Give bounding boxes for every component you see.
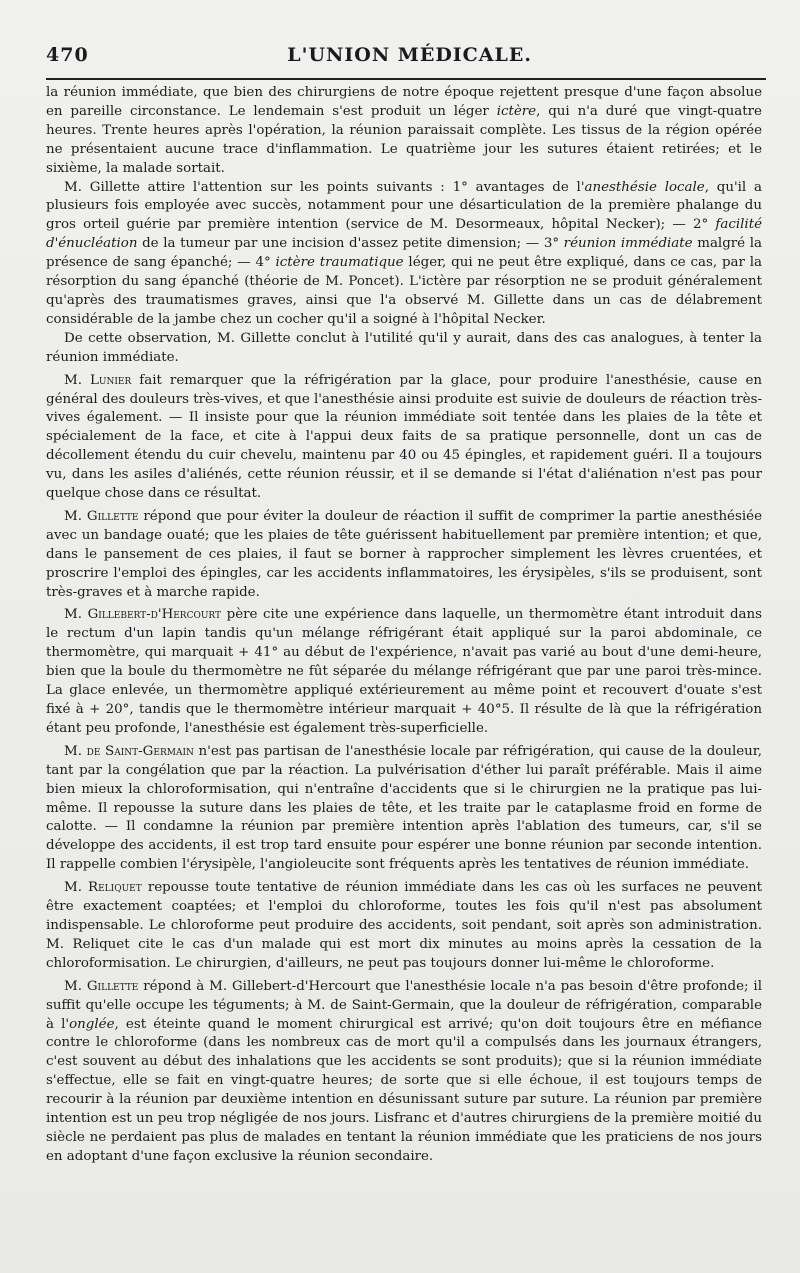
text-run: répond que pour éviter la douleur de réaction il suffit de comprimer la partie anesthésiée avec un bandage ouaté; que les plaies de tête guérissent habituellement par première intention; et que, dans le pansement de ces plaies, il faut se borner à rapprocher simplement les lèvres cruentées, et proscrire l'emploi des épingles, car les accidents inflammatoires, les érysipèles, s'ils se produisent, sont très-graves et à marche rapide. xyxy=(46,508,762,600)
paragraph xyxy=(46,330,762,368)
italic-term: ictère xyxy=(496,103,537,119)
paragraph: M. Lunier fait remarquer que la réfrigération par la glace, pour produire l'anesthésie, cause en général des douleurs très-vives, et que l'anesthésie ainsi produite est suivie de douleurs de réaction très-vives également. — Il insiste pour que la réunion immédiate soit tentée dans les plaies de la tête et spécialement de la face, et cite à l'appui deux faits de sa pratique personnelle, dont un cas de décollement étendu du cuir chevelu, maintenu par 40 ou 45 épingles, et rapidement guéri. Il a toujours vu, dans les asiles d'aliénés, cette réunion réussir, et il se demande si l'état d'aliénation n'est pas pour quelque chose dans ce résultat. xyxy=(46,372,762,502)
speaker-name: Gillebert-d'Hercourt xyxy=(87,607,222,623)
italic-term: anesthésie locale xyxy=(584,179,705,195)
paragraph xyxy=(46,84,762,179)
paragraph: M. Reliquet repousse toute tentative de réunion immédiate dans les cas où les surfaces ne peuvent être exactement coaptées; et l'emploi du chloroforme, toutes les fois qu'il n'est pas absolument indispensable. Le chloroforme peut produire des accidents, soit pendant, soit après son administration. M. Reliquet cite le cas d'un malade qui est mort dix minutes au moins après la cessation de la chloroformisation. Le chirurgien, d'ailleurs, ne peut pas toujours donner lui-même le chloroforme. xyxy=(46,880,762,971)
speaker-name: Reliquet xyxy=(88,880,142,896)
text-run: M. Gillette attire l'attention sur les points suivants : 1° avantages de l' xyxy=(64,179,585,195)
text-run: , est éteinte quand le moment chirurgical est arrivé; qu'on doit toujours être en méfiance contre le chloroforme (dans les nombreux cas de mort qu'il a compulsés dans les journaux étrangers, c'est souvent au début des inhalations que les accidents se sont produits); que si la réunion immédiate s'effectue, elle se fait en vingt-quatre heures; de sorte que si elle échoue, il est toujours temps de recourir à la réunion par deuxième intention en désunissant suture par suture. La réunion par première intention est un peu trop négligée de nos jours. Lisfranc et d'autres chirurgiens de la première moitié du siècle ne perdaient pas plus de malades en tentant la réunion immédiate que les praticiens de nos jours en adoptant d'une façon exclusive la réunion secondaire. xyxy=(46,1016,762,1164)
text-run: De cette observation, M. Gillette conclut à l'utilité qu'il y aurait, dans des cas analogues, à tenter la réunion immédiate. xyxy=(46,330,762,365)
article-body xyxy=(46,84,762,1167)
text-run: malgré la présence de sang épanché; — 4° xyxy=(46,236,763,271)
page-header xyxy=(46,44,772,70)
speaker-name: Gillette xyxy=(86,508,139,524)
header-rule xyxy=(46,78,766,80)
paragraph: M. Gillette répond à M. Gillebert-d'Hercourt que l'anesthésie locale n'a pas besoin d'être profonde; il suffit qu'elle occupe les téguments; à M. de Saint-Germain, que la douleur de réfrigération, comparable à l'onglée, est éteinte quand le moment chirurgical est arrivé; qu'on doit toujours être en méfiance contre le chloroforme (dans les nombreux cas de mort qu'il a compulsés dans les journaux étrangers, c'est souvent au début des inhalations que les accidents se sont produits); que si la réunion immédiate s'effectue, elle se fait en vingt-quatre heures; de sorte que si elle échoue, il est toujours temps de recourir à la réunion par deuxième intention en désunissant suture par suture. La réunion par première intention est un peu trop négligée de nos jours. Lisfranc et d'autres chirurgiens de la première moitié du siècle ne perdaient pas plus de malades en tentant la réunion immédiate que les praticiens de nos jours en adoptant d'une façon exclusive la réunion secondaire. xyxy=(46,978,762,1164)
italic-term: onglée xyxy=(69,1016,115,1032)
italic-term: facilité d'énucléation xyxy=(46,217,762,252)
text-run: la réunion immédiate, que bien des chirurgiens de notre époque rejettent presque d'une façon absolue en pareille circonstance. Le lendemain s'est produit un léger xyxy=(46,85,762,119)
text-run: léger, qui ne peut être expliqué, dans ce cas, par la résorption du sang épanché (théorie de M. Poncet). L'ictère par résorption ne se produit généralement qu'après des traumatismes graves, ainsi que l'a observé M. Gillette dans un cas de délabrement considérable de la jambe chez un cocher qu'il a soigné à l'hôpital Necker. xyxy=(46,255,762,327)
text-run: n'est pas partisan de l'anesthésie locale par réfrigération, qui cause de la douleur, tant par la congélation que par la réaction. La pulvérisation d'éther lui paraît préférable. Mais il aime bien mieux la chloroformisation, qui n'entraîne d'accidents que si le chirurgien ne la pratique pas lui-même. Il repousse la suture dans les plaies de tête, et les traite par le cataplasme froid en forme de calotte. — Il condamne la réunion par première intention après l'ablation des tumeurs, car, s'il se développe des accidents, il est trop tard ensuite pour espérer une bonne réunion par seconde intention. Il rappelle combien l'érysipèle, l'angioleucite sont fréquents après les tentatives de réunion immédiate. xyxy=(46,743,762,873)
speaker-name: de Saint-Germain xyxy=(86,743,194,759)
text-run: fait remarquer que la réfrigération par la glace, pour produire l'anesthésie, cause en général des douleurs très-vives, et que l'anesthésie ainsi produite est suivie de douleurs de réaction très-vives également. — Il insiste pour que la réunion immédiate soit tentée dans les plaies de la tête et spécialement de la face, et cite à l'appui deux faits de sa pratique personnelle, dont un cas de décollement étendu du cuir chevelu, maintenu par 40 ou 45 épingles, et rapidement guéri. Il a toujours vu, dans les asiles d'aliénés, cette réunion réussir, et il se demande si l'état d'aliénation n'est pas pour quelque chose dans ce résultat. xyxy=(46,372,762,502)
paragraph: M. Gillette répond que pour éviter la douleur de réaction il suffit de comprimer la partie anesthésiée avec un bandage ouaté; que les plaies de tête guérissent habituellement par première intention; et que, dans le pansement de ces plaies, il faut se borner à rapprocher simplement les lèvres cruentées, et proscrire l'emploi des épingles, car les accidents inflammatoires, les érysipèles, s'ils se produisent, sont très-graves et à marche rapide. xyxy=(46,508,762,600)
speaker-name: Lunier xyxy=(90,372,132,388)
text-run: , qui n'a duré que vingt-quatre heures. Trente heures après l'opération, la réunion paraissait complète. Les tissus de la région opérée ne présentaient aucune trace d'inflammation. Le quatrième jour les sutures étaient retirées; et le sixième, la malade sortait. xyxy=(46,103,762,176)
text-run: , qu'il a plusieurs fois employée avec succès, notamment pour une désarticulation de la première phalange du gros orteil guérie par première intention (service de M. Desormeaux, hôpital Necker); — 2° xyxy=(46,179,762,233)
text-run: de la tumeur par une incision d'assez petite dimension; — 3° xyxy=(137,236,564,252)
paragraph: M. de Saint-Germain n'est pas partisan de l'anesthésie locale par réfrigération, qui cause de la douleur, tant par la congélation que par la réaction. La pulvérisation d'éther lui paraît préférable. Mais il aime bien mieux la chloroformisation, qui n'entraîne d'accidents que si le chirurgien ne la pratique pas lui-même. Il repousse la suture dans les plaies de tête, et les traite par le cataplasme froid en forme de calotte. — Il condamne la réunion par première intention après l'ablation des tumeurs, car, s'il se développe des accidents, il est trop tard ensuite pour espérer une bonne réunion par seconde intention. Il rappelle combien l'érysipèle, l'angioleucite sont fréquents après les tentatives de réunion immédiate. xyxy=(46,743,762,873)
italic-term: ictère traumatique xyxy=(275,255,404,271)
text-run: repousse toute tentative de réunion immédiate dans les cas où les surfaces ne peuvent être exactement coaptées; et l'emploi du chloroforme, toutes les fois qu'il n'est pas absolument indispensable. Le chloroforme peut produire des accidents, soit pendant, soit après son administration. M. Reliquet cite le cas d'un malade qui est mort dix minutes au moins après la cessation de la chloroformisation. Le chirurgien, d'ailleurs, ne peut pas toujours donner lui-même le chloroforme. xyxy=(46,880,762,971)
italic-term: réunion immédiate xyxy=(563,236,693,252)
paragraph xyxy=(46,179,762,330)
speaker-name: Gillette xyxy=(86,978,139,994)
text-run: père cite une expérience dans laquelle, un thermomètre étant introduit dans le rectum d'un lapin tandis qu'un mélange réfrigérant était appliqué sur la paroi abdominale, ce thermomètre, qui marquait + 41° au début de l'expérience, n'avait pas varié au bout d'une demi-heure, bien que la boule du thermomètre ne fût séparée du mélange réfrigérant que par une paroi très-mince. La glace enlevée, un thermomètre appliqué extérieurement au même point et recouvert d'ouate s'est fixé à + 20°, tandis que le thermomètre intérieur marquait + 40°5. Il résulte de là que la réfrigération étant peu profonde, l'anesthésie est également très-superficielle. xyxy=(46,607,762,736)
paragraph: M. Gillebert-d'Hercourt père cite une expérience dans laquelle, un thermomètre étant introduit dans le rectum d'un lapin tandis qu'un mélange réfrigérant était appliqué sur la paroi abdominale, ce thermomètre, qui marquait + 41° au début de l'expérience, n'avait pas varié au bout d'une demi-heure, bien que la boule du thermomètre ne fût séparée du mélange réfrigérant que par une paroi très-mince. La glace enlevée, un thermomètre appliqué extérieurement au même point et recouvert d'ouate s'est fixé à + 20°, tandis que le thermomètre intérieur marquait + 40°5. Il résulte de là que la réfrigération étant peu profonde, l'anesthésie est également très-superficielle. xyxy=(46,607,762,736)
journal-title: L'UNION MÉDICALE. xyxy=(287,44,532,66)
page-number: 470 xyxy=(46,44,89,66)
text-run: répond à M. Gillebert-d'Hercourt que l'anesthésie locale n'a pas besoin d'être profonde; il suffit qu'elle occupe les téguments; à M. de Saint-Germain, que la douleur de réfrigération, comparable à l' xyxy=(46,978,762,1032)
